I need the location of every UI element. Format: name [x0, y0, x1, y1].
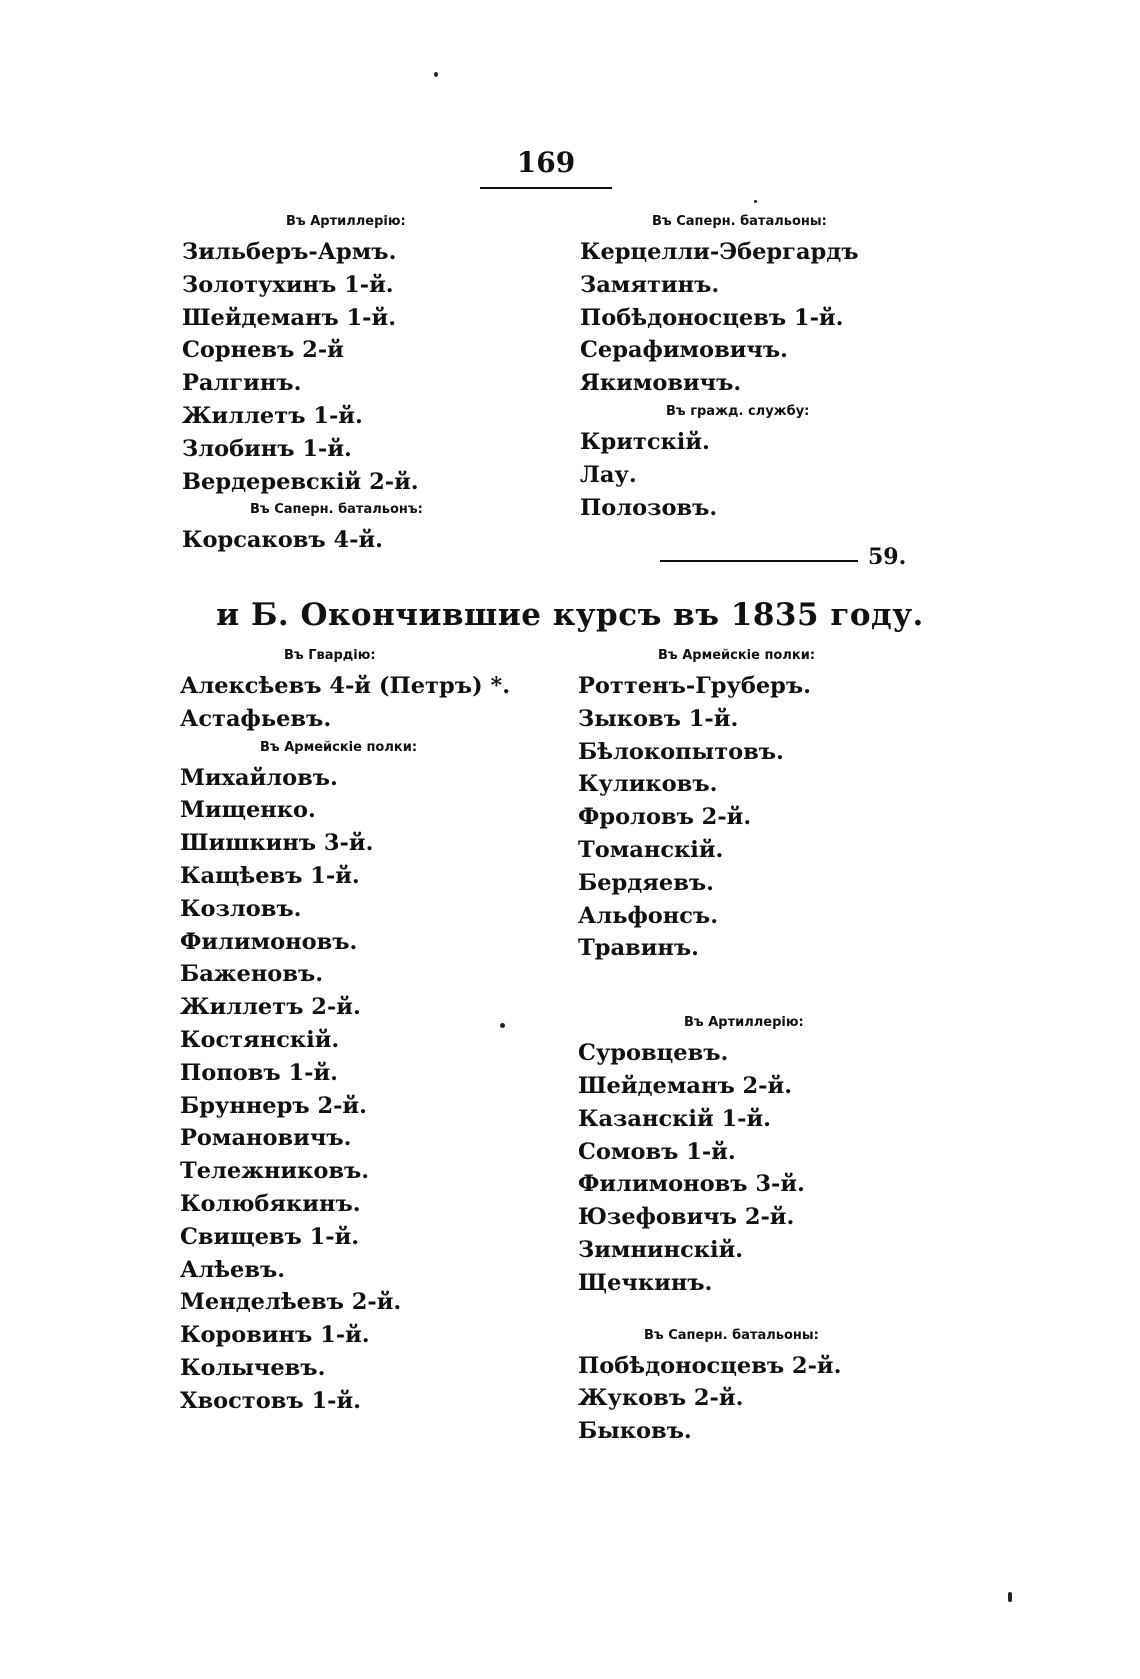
- sappers-list: [182, 524, 423, 557]
- list-item: Поповъ 1-й.: [180, 1059, 338, 1086]
- list-item: Жиллетъ 1-й.: [182, 402, 363, 429]
- sappers-heading: Въ Саперн. батальоны:: [644, 1327, 819, 1343]
- list-item: Жуковъ 2-й.: [578, 1385, 744, 1412]
- list-item: Мищенко.: [180, 797, 316, 824]
- list-item: Злобинъ 1-й.: [182, 435, 352, 462]
- list-item: Коровинъ 1-й.: [180, 1322, 370, 1349]
- list-item: Роттенъ-Груберъ.: [578, 673, 812, 699]
- list-item: Побѣдоносцевъ 1-й.: [580, 304, 844, 331]
- list-item: Колюбякинъ.: [180, 1190, 361, 1217]
- list-item: Травинъ.: [578, 935, 699, 962]
- artillery-heading: Въ Артиллерію:: [286, 214, 406, 229]
- list-item: Полозовъ.: [580, 494, 718, 521]
- list-item: Критскій.: [580, 428, 710, 455]
- list-item: Алексѣевъ 4-й (Петръ) *.: [180, 673, 511, 699]
- list-item: Золотухинъ 1-й.: [182, 271, 394, 298]
- list-item: Алѣевъ.: [180, 1256, 286, 1283]
- list-item: Филимоновъ.: [180, 928, 358, 955]
- artillery-list: [578, 1037, 841, 1299]
- list-item: Якимовичъ.: [580, 370, 742, 397]
- list-item: Бѣлокопытовъ.: [578, 738, 784, 765]
- list-item: Зыковъ 1-й.: [578, 705, 739, 732]
- list-item: Юзефовичъ 2-й.: [578, 1204, 795, 1231]
- list-item: Козловъ.: [180, 895, 302, 922]
- army-heading: Въ Армейскіе полки:: [260, 739, 418, 755]
- sappers-heading: Въ Саперн. батальоны:: [652, 214, 827, 229]
- bottom-right-column: [578, 644, 841, 1448]
- army-heading: Въ Армейскіе полки:: [658, 648, 816, 663]
- list-item: Бруннеръ 2-й.: [180, 1092, 367, 1119]
- list-item: Лау.: [580, 461, 637, 488]
- artillery-list: [182, 236, 423, 498]
- list-item: Казанскій 1-й.: [578, 1105, 771, 1132]
- sappers-heading: Въ Саперн. батальонъ:: [250, 502, 423, 518]
- total-count: 59.: [868, 544, 907, 570]
- top-left-column: [182, 210, 423, 557]
- list-item: Шейдеманъ 1-й.: [182, 304, 397, 331]
- list-item: Филимоновъ 3-й.: [578, 1171, 805, 1198]
- page-number: 169: [480, 146, 612, 189]
- list-item: Щечкинъ.: [578, 1269, 713, 1296]
- list-item: Костянскій.: [180, 1026, 340, 1053]
- list-item: Баженовъ.: [180, 961, 324, 988]
- civil-service-list: [580, 426, 859, 524]
- list-item: Замятинъ.: [580, 271, 720, 298]
- civil-service-heading: Въ гражд. службу:: [666, 403, 810, 419]
- list-item: Свищевъ 1-й.: [180, 1223, 360, 1250]
- guard-heading: Въ Гвардію:: [284, 648, 376, 663]
- list-item: Михайловъ.: [180, 764, 338, 791]
- scan-speck: [754, 200, 757, 203]
- list-item: Колычевъ.: [180, 1354, 326, 1381]
- list-item: Ралгинъ.: [182, 370, 302, 397]
- sappers-list: [578, 1350, 841, 1448]
- list-item: Серафимовичъ.: [580, 337, 788, 364]
- list-item: Зимнинскій.: [578, 1236, 744, 1263]
- list-item: Шейдеманъ 2-й.: [578, 1072, 793, 1099]
- list-item: Быковъ.: [578, 1418, 692, 1445]
- list-item: Романовичъ.: [180, 1125, 352, 1152]
- list-item: Альфонсъ.: [578, 902, 719, 929]
- top-right-column: [580, 210, 859, 524]
- list-item: Керцелли-Эбергардъ: [580, 239, 859, 265]
- list-item: Зильберъ-Армъ.: [182, 239, 397, 265]
- list-item: Кащѣевъ 1-й.: [180, 862, 360, 889]
- list-item: Фроловъ 2-й.: [578, 804, 752, 831]
- list-item: Томанскій.: [578, 836, 724, 863]
- list-item: Суровцевъ.: [578, 1040, 729, 1067]
- guard-list: [180, 670, 510, 736]
- list-item: Куликовъ.: [578, 771, 718, 798]
- artillery-heading: Въ Артиллерію:: [684, 1015, 804, 1031]
- list-item: Тележниковъ.: [180, 1158, 370, 1185]
- total-rule: [660, 560, 858, 562]
- list-item: Побѣдоносцевъ 2-й.: [578, 1352, 842, 1379]
- army-list: [180, 762, 510, 1418]
- list-item: Бердяевъ.: [578, 869, 714, 896]
- list-item: Сомовъ 1-й.: [578, 1138, 736, 1165]
- section-title: и Б. Окончившие курсъ въ 1835 году.: [216, 597, 924, 633]
- scan-speck: [434, 72, 438, 77]
- bottom-left-column: [180, 644, 510, 1418]
- sappers-list: [580, 236, 859, 400]
- list-item: Шишкинъ 3-й.: [180, 830, 374, 857]
- list-item: Астафьевъ.: [180, 705, 332, 732]
- list-item: Жиллетъ 2-й.: [180, 994, 361, 1021]
- scan-speck: [500, 1023, 505, 1028]
- list-item: Вердеревскій 2-й.: [182, 468, 419, 495]
- list-item: Менделѣевъ 2-й.: [180, 1289, 402, 1316]
- scan-speck: [1008, 1592, 1012, 1602]
- list-item: Сорневъ 2-й: [182, 337, 344, 364]
- army-list: [578, 670, 841, 965]
- list-item: Хвостовъ 1-й.: [180, 1387, 361, 1414]
- list-item: Корсаковъ 4-й.: [182, 527, 383, 554]
